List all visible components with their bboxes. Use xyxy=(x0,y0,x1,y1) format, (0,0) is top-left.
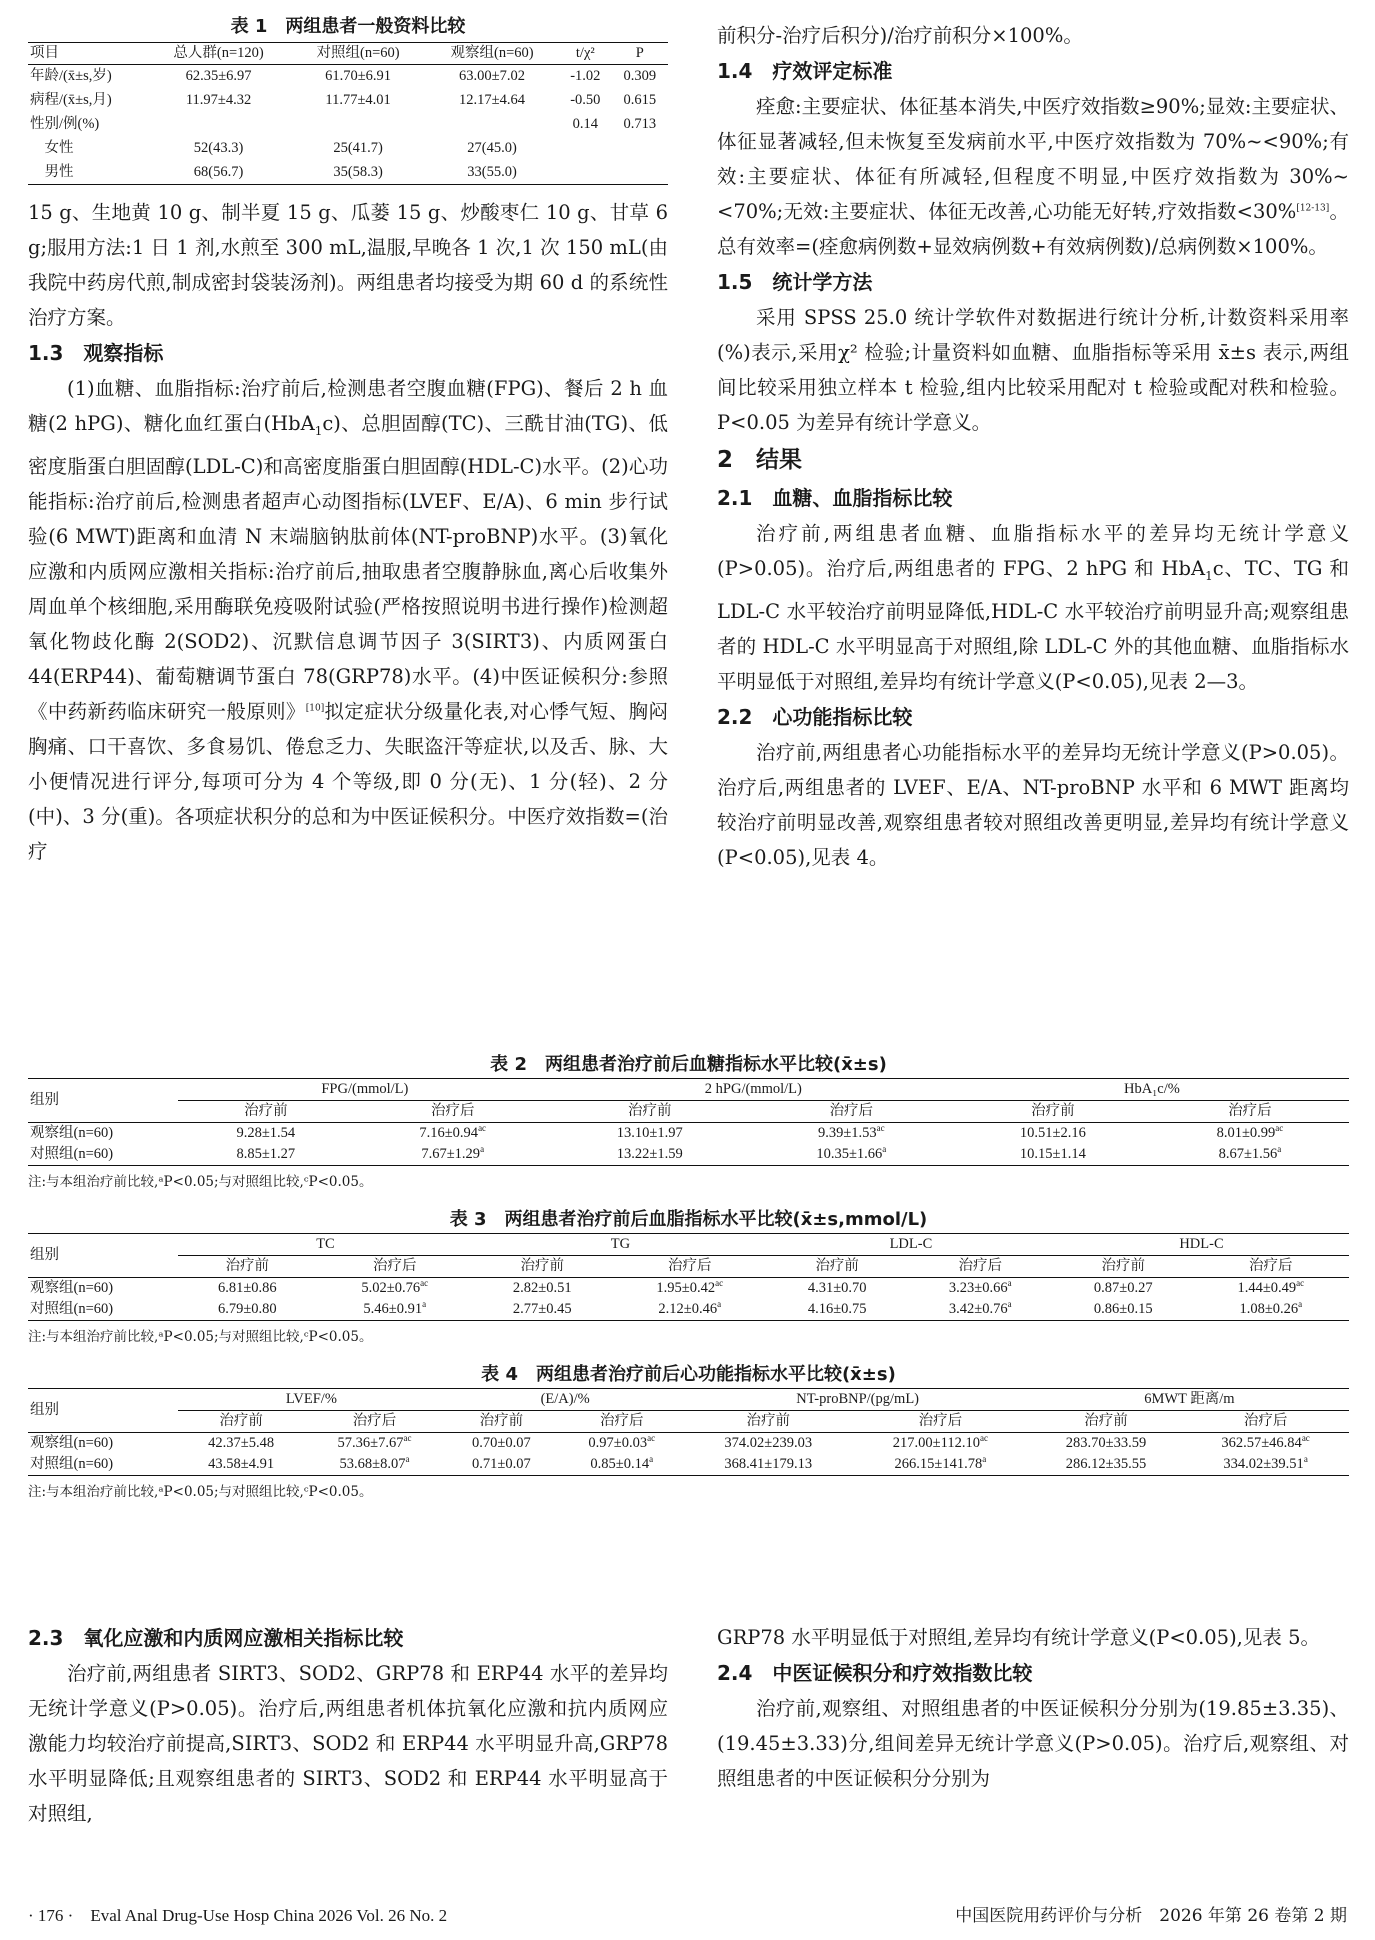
table1-cell: 35(58.3) xyxy=(333,163,383,180)
table2-block xyxy=(28,1052,1349,1193)
significance-mark: ac xyxy=(876,1123,885,1134)
table1-cell xyxy=(146,113,291,137)
table3-cell xyxy=(612,1278,768,1300)
cell-value: 6.81±0.86 xyxy=(217,1280,277,1296)
table2-cell xyxy=(748,1123,955,1145)
table1-header-cell: 观察组(n=60) xyxy=(450,45,534,61)
table1-cell: 63.00±7.02 xyxy=(459,68,526,85)
table1-cell xyxy=(612,161,668,185)
cell-value: 0.86±0.15 xyxy=(1093,1301,1153,1317)
cell-value: 1.08±0.26 xyxy=(1239,1301,1299,1317)
table1-cell: 11.77±4.01 xyxy=(325,92,391,108)
table1-cell: 27(45.0) xyxy=(467,140,517,156)
table4-caption: 表 4 两组患者治疗前后心功能指标水平比较(x̄±s) xyxy=(481,1364,896,1385)
table3-row xyxy=(28,1299,1349,1321)
text-run: 痊愈:主要症状、体征基本消失,中医疗效指数≥90%;显效:主要症状、体征显著减轻,但未恢复至发病前水平,中医疗效指数为 70%~<90%;有效:主要症状、体征有所减轻,但程度不明显,中医疗效指数为 30%~<70%;无效:主要症状、体征无改善,心功能无好转,疗效指数<30% xyxy=(717,95,1349,223)
table4-cell xyxy=(445,1433,558,1455)
table3-cell xyxy=(1054,1278,1193,1300)
table2-sub-header-row xyxy=(28,1101,1349,1123)
right-column-bottom xyxy=(717,1620,1349,1796)
table3-sub-header: 治疗前 xyxy=(225,1258,270,1274)
table3-col-group: HDL-C xyxy=(1054,1234,1349,1256)
right-column-top xyxy=(717,18,1349,875)
significance-mark: a xyxy=(1298,1299,1303,1310)
table1-cell: 61.70±6.91 xyxy=(325,68,392,85)
table4-sub-header: 治疗后 xyxy=(918,1413,963,1429)
cell-value: 4.31±0.70 xyxy=(807,1280,867,1296)
table3-cell xyxy=(473,1278,612,1300)
table1-cell: 性别/例(%) xyxy=(30,116,100,132)
section-heading-2-2: 2.2 心功能指标比较 xyxy=(717,704,913,729)
cell-value: 9.28±1.54 xyxy=(236,1125,296,1141)
table4-cell xyxy=(304,1454,445,1476)
table4 xyxy=(28,1388,1349,1476)
cell-value: 10.35±1.66 xyxy=(816,1146,883,1162)
table1-cell xyxy=(612,137,668,161)
cell-value: 42.37±5.48 xyxy=(208,1435,275,1451)
table3-sub-header-row xyxy=(28,1256,1349,1278)
cell-value: 8.01±0.99 xyxy=(1216,1125,1276,1141)
table3-note: 注:与本组治疗前比较,ᵃP<0.05;与对照组比较,ᶜP<0.05。 xyxy=(28,1329,373,1345)
text-run: c)、总胆固醇(TC)、三酰甘油(TG)、低密度脂蛋白胆固醇(LDL-C)和高密度脂蛋白胆固醇(HDL-C)水平。(2)心功能指标:治疗前后,检测患者超声心动图指标(LVEF、E/A)、6 min 步行试验(6 MWT)距离和血清 N 末端脑钠肽前体(NT-proBNP)水平。(3)氧化应激和内质网应激相关指标:治疗前后,抽取患者空腹静脉血,离心后收集外周血单个核细胞,采用酶联免疫吸附试验(严格按照说明书进行操作)检测超氧化物歧化酶 2(SOD2)、沉默信息调节因子 3(SIRT3)、内质网蛋白 44(ERP44)、葡萄糖调节蛋白 78(GRP78)水平。(4)中医证候积分:参照《中药新药临床研究一般原则》 xyxy=(28,412,668,723)
table3 xyxy=(28,1233,1349,1321)
significance-mark: a xyxy=(1277,1144,1282,1155)
cell-value: 5.46±0.91 xyxy=(363,1301,423,1317)
citation-ref: [12-13] xyxy=(1296,203,1330,214)
significance-mark: ac xyxy=(1275,1123,1284,1134)
cell-value: 2.82±0.51 xyxy=(512,1280,572,1296)
table4-cell xyxy=(686,1433,851,1455)
table1-header-cell: 对照组(n=60) xyxy=(316,45,400,61)
efficacy-formula-continuation: 前积分-治疗后积分)/治疗前积分×100%。 xyxy=(717,24,1083,47)
table1-header-cell: 项目 xyxy=(30,45,59,61)
cell-value: 286.12±35.55 xyxy=(1065,1456,1147,1472)
table4-sub-header: 治疗后 xyxy=(352,1413,397,1429)
cardiac-results-paragraph: 治疗前,两组患者心功能指标水平的差异均无统计学意义(P>0.05)。治疗后,两组患者的 LVEF、E/A、NT-proBNP 水平和 6 MWT 距离均较治疗前明显改善,观察组患者较对照组改善更明显,差异均有统计学意义(P<0.05),见表 4。 xyxy=(717,740,1349,869)
cell-value: 3.42±0.76 xyxy=(948,1301,1008,1317)
table1-cell: 68(56.7) xyxy=(193,163,244,180)
observation-indicators-paragraph xyxy=(28,371,668,869)
table2-cell xyxy=(354,1144,552,1166)
table2-col-group: HbA₁c/% xyxy=(955,1079,1349,1101)
table1-cell: 0.713 xyxy=(623,116,657,132)
table2-col-group: FPG/(mmol/L) xyxy=(178,1079,552,1101)
table3-col-group: LDL-C xyxy=(768,1234,1054,1256)
table2-cell xyxy=(552,1123,748,1145)
table1-cell: 女性 xyxy=(30,140,74,156)
table1-cell xyxy=(559,161,612,185)
section-heading-1-4: 1.4 疗效评定标准 xyxy=(717,59,893,83)
table2-cell xyxy=(178,1123,354,1145)
table2-row xyxy=(28,1123,1349,1145)
table3-cell xyxy=(1193,1299,1349,1321)
cell-value: 0.71±0.07 xyxy=(472,1456,531,1472)
table1-cell: 11.97±4.32 xyxy=(185,92,252,108)
cell-value: 9.39±1.53 xyxy=(817,1125,877,1141)
table2-cell xyxy=(552,1144,748,1166)
cell-value: 0.85±0.14 xyxy=(590,1456,650,1472)
cell-value: 7.67±1.29 xyxy=(421,1146,481,1162)
table4-sub-header: 治疗前 xyxy=(746,1413,790,1429)
table4-cell xyxy=(686,1454,851,1476)
cell-value: 266.15±141.78 xyxy=(894,1456,983,1472)
table1-cell: 52(43.3) xyxy=(193,140,244,156)
left-column-bottom xyxy=(28,1620,668,1831)
table4-cell xyxy=(178,1433,304,1455)
table2-sub-header: 治疗后 xyxy=(1228,1103,1272,1119)
table1-cell: 男性 xyxy=(30,163,74,180)
significance-mark: a xyxy=(422,1299,427,1310)
significance-mark: a xyxy=(1007,1299,1012,1310)
table2-row xyxy=(28,1144,1349,1166)
section-heading-2: 2 结果 xyxy=(717,447,803,473)
table4-cell xyxy=(851,1433,1030,1455)
table3-cell xyxy=(907,1278,1054,1300)
table4-col-group: (E/A)/% xyxy=(445,1389,686,1411)
table2-sub-header: 治疗前 xyxy=(627,1103,672,1119)
table1-cell: 年龄/(x̄±s,岁) xyxy=(30,68,112,85)
table3-cell xyxy=(768,1299,907,1321)
table3-group-cell: 对照组(n=60) xyxy=(30,1301,114,1317)
table4-sub-header: 治疗前 xyxy=(219,1413,263,1429)
table3-group-cell: 观察组(n=60) xyxy=(30,1280,114,1296)
table2-cell xyxy=(1151,1144,1349,1166)
table2-group-cell: 观察组(n=60) xyxy=(30,1125,114,1141)
table4-col-group: NT-proBNP/(pg/mL) xyxy=(686,1389,1030,1411)
significance-mark: a xyxy=(1303,1454,1308,1465)
section-heading-2-3: 2.3 氧化应激和内质网应激相关指标比较 xyxy=(28,1626,404,1650)
table2-sub-header: 治疗前 xyxy=(1031,1103,1075,1119)
cell-value: 13.10±1.97 xyxy=(616,1125,683,1141)
cell-value: 217.00±112.10 xyxy=(892,1435,980,1451)
significance-mark: a xyxy=(480,1144,485,1155)
cell-value: 43.58±4.91 xyxy=(208,1456,275,1472)
table3-cell xyxy=(1193,1278,1349,1300)
table3-cell xyxy=(612,1299,768,1321)
table3-sub-header: 治疗前 xyxy=(1101,1258,1146,1274)
table1-row xyxy=(28,89,668,113)
citation-ref: [10] xyxy=(305,703,325,714)
table4-cell xyxy=(1030,1433,1182,1455)
oxidative-stress-results-paragraph: 治疗前,两组患者 SIRT3、SOD2、GRP78 和 ERP44 水平的差异均无统计学意义(P>0.05)。治疗后,两组患者机体抗氧化应激和抗内质网应激能力均较治疗前提高,SIRT3、SOD2 和 ERP44 水平明显升高,GRP78 水平明显降低;且观察组患者的 SIRT3、SOD2 和 ERP44 水平明显高于对照组, xyxy=(28,1662,668,1825)
table1-cell: 33(55.0) xyxy=(467,163,517,180)
table4-sub-header: 治疗后 xyxy=(599,1413,644,1429)
cell-value: 3.23±0.66 xyxy=(948,1280,1008,1296)
table4-sub-header: 治疗前 xyxy=(479,1413,524,1429)
table3-cell xyxy=(178,1299,317,1321)
table2-cell xyxy=(178,1144,354,1166)
wide-tables-region xyxy=(28,1052,1349,1503)
table2-group-header-row xyxy=(28,1079,1349,1101)
text-run: 拟定症状分级量化表,对心悸气短、胸闷胸痛、口干喜饮、多食易饥、倦怠乏力、失眠盗汗等症状,以及舌、脉、大小便情况进行评分,每项可分为 4 个等级,即 0 分(无)、1 分(轻)、2 分(中)、3 分(重)。各项症状积分的总和为中医证候积分。中医疗效指数=(治疗 xyxy=(28,699,668,863)
table2-cell xyxy=(955,1144,1151,1166)
table3-group-header-row xyxy=(28,1234,1349,1256)
cell-value: 8.85±1.27 xyxy=(236,1146,296,1162)
cell-value: 368.41±179.13 xyxy=(724,1456,813,1472)
table4-col-group: 6MWT 距离/m xyxy=(1030,1389,1349,1411)
table1-cell: 25(41.7) xyxy=(333,140,383,156)
table2-col-group: 2 hPG/(mmol/L) xyxy=(552,1079,955,1101)
table1-row xyxy=(28,137,668,161)
significance-mark: ac xyxy=(979,1433,988,1444)
table4-cell xyxy=(1030,1454,1182,1476)
table2-group-label: 组别 xyxy=(28,1079,178,1123)
table1-header-cell: P xyxy=(635,45,644,61)
table3-sub-header: 治疗后 xyxy=(1249,1258,1293,1274)
significance-mark: a xyxy=(649,1454,654,1465)
significance-mark: a xyxy=(982,1454,987,1465)
cell-value: 1.44±0.49 xyxy=(1237,1280,1297,1296)
significance-mark: a xyxy=(1007,1278,1012,1289)
text-run: 治疗前,两组患者血糖、血脂指标水平的差异均无统计学意义(P>0.05)。治疗后,两组患者的 FPG、2 hPG 和 HbA xyxy=(717,522,1349,580)
cell-value: 283.70±33.59 xyxy=(1065,1435,1147,1451)
text-run: c、TC、TG 和 LDL-C 水平较治疗前明显降低,HDL-C 水平较治疗前明显升高;观察组患者的 HDL-C 水平明显高于对照组,除 LDL-C 外的其他血糖、血脂指标水平明显低于对照组,差异均有统计学意义(P<0.05),见表 2—3。 xyxy=(717,557,1350,693)
cell-value: 4.16±0.75 xyxy=(807,1301,867,1317)
table3-sub-header: 治疗前 xyxy=(815,1258,859,1274)
table4-group-header-row xyxy=(28,1389,1349,1411)
table1-cell: 0.14 xyxy=(572,116,599,132)
table4-group-label: 组别 xyxy=(28,1389,178,1433)
table2 xyxy=(28,1078,1349,1166)
table2-cell xyxy=(354,1123,552,1145)
table1-header-cell: t/χ² xyxy=(575,45,595,61)
significance-mark: a xyxy=(882,1144,887,1155)
cell-value: 374.02±239.03 xyxy=(724,1435,813,1451)
table1 xyxy=(28,42,668,185)
table2-sub-header: 治疗前 xyxy=(244,1103,288,1119)
cell-value: 0.70±0.07 xyxy=(472,1435,531,1451)
cell-value: 53.68±8.07 xyxy=(339,1456,406,1472)
table4-col-group: LVEF/% xyxy=(178,1389,445,1411)
table3-sub-header: 治疗后 xyxy=(667,1258,712,1274)
table1-row xyxy=(28,161,668,185)
cell-value: 8.67±1.56 xyxy=(1218,1146,1278,1162)
subscript: 1 xyxy=(1205,568,1213,583)
efficacy-criteria-paragraph xyxy=(717,89,1349,264)
table2-note: 注:与本组治疗前比较,ᵃP<0.05;与对照组比较,ᶜP<0.05。 xyxy=(28,1174,373,1190)
glucose-lipid-results-paragraph xyxy=(717,516,1349,699)
cell-value: 2.77±0.45 xyxy=(512,1301,572,1317)
footer-journal-english: · 176 · Eval Anal Drug-Use Hosp China 2026 Vol. 26 No. 2 xyxy=(28,1906,448,1925)
tcm-score-paragraph: 治疗前,观察组、对照组患者的中医证候积分分别为(19.85±3.35)、(19.45±3.33)分,组间差异无统计学意义(P>0.05)。治疗后,观察组、对照组患者的中医证候积分分别为 xyxy=(717,1697,1349,1790)
table4-cell xyxy=(178,1454,304,1476)
table3-cell xyxy=(178,1278,317,1300)
table4-row xyxy=(28,1454,1349,1476)
table1-row xyxy=(28,65,668,89)
table2-sub-header: 治疗后 xyxy=(829,1103,874,1119)
table2-group-cell: 对照组(n=60) xyxy=(30,1146,114,1162)
significance-mark: ac xyxy=(478,1123,487,1134)
table1-cell: 0.615 xyxy=(623,92,657,108)
cell-value: 0.97±0.03 xyxy=(588,1435,648,1451)
significance-mark: a xyxy=(717,1299,722,1310)
table4-sub-header: 治疗前 xyxy=(1084,1413,1128,1429)
table3-cell xyxy=(317,1278,473,1300)
section-heading-2-4: 2.4 中医证候积分和疗效指数比较 xyxy=(717,1661,1033,1685)
table4-group-cell: 对照组(n=60) xyxy=(30,1456,114,1472)
cell-value: 13.22±1.59 xyxy=(616,1146,683,1162)
statistics-paragraph: 采用 SPSS 25.0 统计学软件对数据进行统计分析,计数资料采用率(%)表示,采用χ² 检验;计量资料如血糖、血脂指标等采用 x̄±s 表示,两组间比较采用独立样本 t 检验,组内比较采用配对 t 检验或配对秩和检验。P<0.05 为差异有统计学意义。 xyxy=(717,306,1349,434)
oxidative-stress-continuation: GRP78 水平明显低于对照组,差异均有统计学意义(P<0.05),见表 5。 xyxy=(717,1626,1320,1649)
table1-cell: 12.17±4.64 xyxy=(459,92,526,108)
table4-sub-header: 治疗后 xyxy=(1243,1413,1288,1429)
cell-value: 6.79±0.80 xyxy=(217,1301,277,1317)
table1-header-cell: 总人群(n=120) xyxy=(173,45,264,61)
cell-value: 362.57±46.84 xyxy=(1221,1435,1302,1451)
table3-col-group: TC xyxy=(178,1234,473,1256)
cell-value: 7.16±0.94 xyxy=(419,1125,479,1141)
cell-value: 10.15±1.14 xyxy=(1019,1146,1086,1162)
table3-sub-header: 治疗后 xyxy=(958,1258,1002,1274)
table3-cell xyxy=(473,1299,612,1321)
significance-mark: ac xyxy=(420,1278,429,1289)
section-heading-1-5: 1.5 统计学方法 xyxy=(717,270,873,294)
significance-mark: ac xyxy=(715,1278,724,1289)
table4-sub-header-row xyxy=(28,1411,1349,1433)
section-heading-2-1: 2.1 血糖、血脂指标比较 xyxy=(717,486,953,510)
significance-mark: ac xyxy=(1301,1433,1310,1444)
table4-cell xyxy=(1182,1433,1349,1455)
table4-cell xyxy=(558,1454,686,1476)
significance-mark: ac xyxy=(1296,1278,1305,1289)
cell-value: 1.95±0.42 xyxy=(656,1280,716,1296)
significance-mark: ac xyxy=(647,1433,656,1444)
table1-cell xyxy=(291,113,425,137)
table4-note: 注:与本组治疗前比较,ᵃP<0.05;与对照组比较,ᶜP<0.05。 xyxy=(28,1484,373,1500)
cell-value: 2.12±0.46 xyxy=(658,1301,718,1317)
table3-block xyxy=(28,1207,1349,1348)
table4-cell xyxy=(445,1454,558,1476)
table4-cell xyxy=(851,1454,1030,1476)
table3-cell xyxy=(768,1278,907,1300)
section-heading-1-3: 1.3 观察指标 xyxy=(28,341,164,365)
table2-cell xyxy=(748,1144,955,1166)
table1-cell: -1.02 xyxy=(570,68,601,85)
table3-col-group: TG xyxy=(473,1234,768,1256)
table2-sub-header: 治疗后 xyxy=(430,1103,475,1119)
table3-sub-header: 治疗后 xyxy=(373,1258,417,1274)
cell-value: 10.51±2.16 xyxy=(1019,1125,1086,1141)
text-run: 。总有效率=(痊愈病例数+显效病例数+有效病例数)/总病例数×100%。 xyxy=(717,200,1349,258)
text-run: (1)血糖、血脂指标:治疗前后,检测患者空腹血糖(FPG)、餐后 2 h 血糖(2 hPG)、糖化血红蛋白(HbA xyxy=(28,377,668,435)
table1-cell: 病程/(x̄±s,月) xyxy=(30,92,112,108)
table1-cell: -0.50 xyxy=(570,92,601,108)
table3-group-label: 组别 xyxy=(28,1234,178,1278)
methods-paragraph: 15 g、生地黄 10 g、制半夏 15 g、瓜蒌 15 g、炒酸枣仁 10 g、甘草 6 g;服用方法:1 日 1 剂,水煎至 300 mL,温服,早晚各 1 次,1 次 150 mL(由我院中药房代煎,制成密封袋装汤剂)。两组患者均接受为期 60 d 的系统性治疗方案。 xyxy=(28,201,668,329)
table1-cell: 0.309 xyxy=(623,68,657,85)
cell-value: 5.02±0.76 xyxy=(361,1280,421,1296)
subscript: 1 xyxy=(314,423,323,438)
table1-caption: 表 1 两组患者一般资料比较 xyxy=(230,16,466,37)
table1-cell xyxy=(425,113,559,137)
cell-value: 57.36±7.67 xyxy=(337,1435,404,1451)
table2-cell xyxy=(1151,1123,1349,1145)
table2-cell xyxy=(955,1123,1151,1145)
table1-cell xyxy=(559,137,612,161)
table3-cell xyxy=(907,1299,1054,1321)
table4-cell xyxy=(304,1433,445,1455)
table4-cell xyxy=(1182,1454,1349,1476)
cell-value: 334.02±39.51 xyxy=(1223,1456,1304,1472)
table3-row xyxy=(28,1278,1349,1300)
table3-cell xyxy=(317,1299,473,1321)
table1-body xyxy=(28,65,668,185)
table2-caption: 表 2 两组患者治疗前后血糖指标水平比较(x̄±s) xyxy=(490,1054,887,1075)
table3-caption: 表 3 两组患者治疗前后血脂指标水平比较(x̄±s,mmol/L) xyxy=(449,1209,928,1230)
table4-group-cell: 观察组(n=60) xyxy=(30,1435,114,1451)
table1-row xyxy=(28,113,668,137)
footer-journal-chinese: 中国医院用药评价与分析 2026 年第 26 卷第 2 期 xyxy=(955,1906,1347,1926)
table1-cell: 62.35±6.97 xyxy=(185,68,252,85)
table4-block xyxy=(28,1362,1349,1503)
significance-mark: ac xyxy=(403,1433,412,1444)
left-column-top xyxy=(28,14,668,869)
table3-cell xyxy=(1054,1299,1193,1321)
table4-cell xyxy=(558,1433,686,1455)
table1-header-row xyxy=(28,43,668,65)
significance-mark: a xyxy=(405,1454,410,1465)
table4-row xyxy=(28,1433,1349,1455)
table3-sub-header: 治疗前 xyxy=(520,1258,564,1274)
cell-value: 0.87±0.27 xyxy=(1093,1280,1153,1296)
